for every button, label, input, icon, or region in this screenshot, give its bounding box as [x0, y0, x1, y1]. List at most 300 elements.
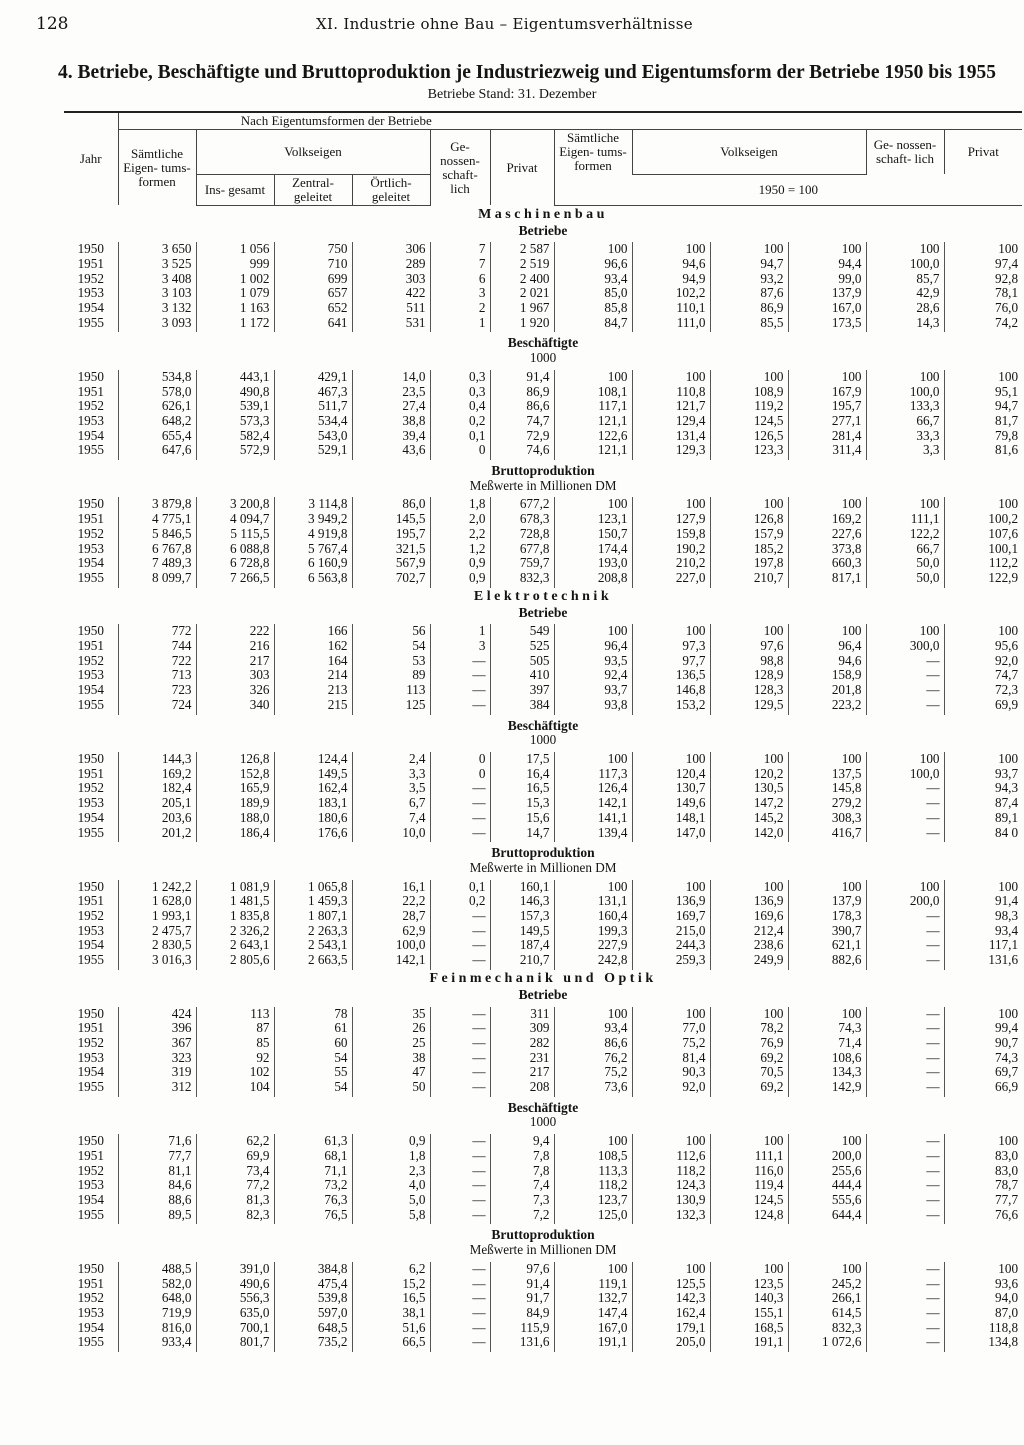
value-cell: —	[430, 1208, 490, 1225]
value-cell: 38	[352, 1051, 430, 1066]
col-header-zentral: Zentral- geleitet	[274, 174, 352, 205]
value-cell: 7,8	[490, 1149, 554, 1164]
value-cell: 123,1	[554, 512, 632, 527]
table-row	[64, 1277, 1022, 1292]
value-cell: 289	[352, 257, 430, 272]
value-cell: 525	[490, 639, 554, 654]
value-cell: 100	[944, 497, 1022, 512]
value-cell: 91,7	[490, 1291, 554, 1306]
value-cell: 2,0	[430, 512, 490, 527]
group-unit: 1000	[529, 350, 557, 366]
value-cell: 157,9	[710, 527, 788, 542]
value-cell: 100	[554, 624, 632, 639]
value-cell: —	[866, 1277, 944, 1292]
value-cell: 16,5	[490, 781, 554, 796]
value-cell: —	[430, 781, 490, 796]
value-cell: 74,7	[944, 668, 1022, 683]
value-cell: 169,2	[788, 512, 866, 527]
value-cell: 511,7	[274, 399, 352, 414]
value-cell: 429,1	[274, 370, 352, 385]
value-cell: 1 628,0	[118, 894, 196, 909]
value-cell: 539,8	[274, 1291, 352, 1306]
value-cell: 95,1	[944, 385, 1022, 400]
year-cell: 1954	[77, 427, 104, 443]
table-row	[64, 571, 1022, 588]
value-cell: 82,3	[196, 1208, 274, 1225]
value-cell: 678,3	[490, 512, 554, 527]
value-cell: 15,2	[352, 1277, 430, 1292]
value-cell: 142,1	[352, 953, 430, 970]
value-cell: 384	[490, 698, 554, 715]
value-cell: 147,4	[554, 1306, 632, 1321]
value-cell: 77,2	[196, 1178, 274, 1193]
value-cell: 35	[352, 1007, 430, 1022]
value-cell: 87,4	[944, 796, 1022, 811]
value-cell: 195,7	[788, 399, 866, 414]
col-header-nach-eigentumsformen: Nach Eigentumsformen der Betriebe	[118, 112, 554, 130]
value-cell: 142,0	[710, 826, 788, 843]
value-cell: —	[430, 1164, 490, 1179]
value-cell: —	[866, 1080, 944, 1097]
value-cell: 16,5	[352, 1291, 430, 1306]
year-cell: 1955	[77, 1206, 104, 1222]
value-cell: 97,3	[632, 639, 710, 654]
value-cell: 832,3	[788, 1321, 866, 1336]
table-row	[64, 880, 1022, 895]
value-cell: —	[866, 1134, 944, 1149]
value-cell: 54	[274, 1051, 352, 1066]
value-cell: 373,8	[788, 542, 866, 557]
value-cell: 87,6	[710, 286, 788, 301]
group-heading: Betriebe	[518, 604, 568, 620]
value-cell: 119,4	[710, 1178, 788, 1193]
year-cell: 1955	[77, 1079, 104, 1095]
value-cell: 8 099,7	[118, 571, 196, 588]
year-cell: 1955	[77, 824, 104, 840]
value-cell: 160,1	[490, 880, 554, 895]
value-cell: 614,5	[788, 1306, 866, 1321]
value-cell: 2,3	[352, 1164, 430, 1179]
value-cell: 3	[430, 639, 490, 654]
value-cell: 142,1	[554, 796, 632, 811]
group-unit: 1000	[529, 732, 557, 748]
value-cell: 543,0	[274, 429, 352, 444]
value-cell: 149,5	[490, 924, 554, 939]
value-cell: 123,7	[554, 1193, 632, 1208]
value-cell: 100	[866, 880, 944, 895]
group-heading-row	[64, 988, 1022, 1003]
col-header-idx-saemtliche: Sämtliche Eigen- tums- formen	[554, 130, 632, 175]
value-cell: 3,5	[352, 781, 430, 796]
value-cell: 223,2	[788, 698, 866, 715]
value-cell: 147,0	[632, 826, 710, 843]
value-cell: 14,3	[866, 316, 944, 333]
value-cell: 719,9	[118, 1306, 196, 1321]
value-cell: 308,3	[788, 811, 866, 826]
value-cell: 3 114,8	[274, 497, 352, 512]
value-cell: 166	[274, 624, 352, 639]
section-heading-row	[64, 205, 1022, 224]
value-cell: 100,0	[866, 257, 944, 272]
value-cell: 167,9	[788, 385, 866, 400]
value-cell: 244,3	[632, 938, 710, 953]
value-cell: 121,7	[632, 399, 710, 414]
value-cell: 1	[430, 316, 490, 333]
value-cell: 126,8	[710, 512, 788, 527]
value-cell: 122,2	[866, 527, 944, 542]
value-cell: 2 830,5	[118, 938, 196, 953]
value-cell: 1,8	[430, 497, 490, 512]
value-cell: 66,7	[866, 542, 944, 557]
value-cell: 91,4	[944, 894, 1022, 909]
year-cell: 1950	[77, 241, 104, 257]
value-cell: 108,1	[554, 385, 632, 400]
value-cell: 16,1	[352, 880, 430, 895]
value-cell: 215	[274, 698, 352, 715]
value-cell: 84,9	[490, 1306, 554, 1321]
value-cell: 16,4	[490, 767, 554, 782]
value-cell: 199,3	[554, 924, 632, 939]
value-cell: —	[430, 1051, 490, 1066]
value-cell: 648,0	[118, 1291, 196, 1306]
value-cell: 772	[118, 624, 196, 639]
value-cell: 86,9	[490, 385, 554, 400]
table-row	[64, 242, 1022, 257]
value-cell: 488,5	[118, 1262, 196, 1277]
value-cell: 131,6	[944, 953, 1022, 970]
col-header-idx-genossenschaftlich: Ge- nossen- schaft- lich	[866, 130, 944, 175]
value-cell: 99,0	[788, 272, 866, 287]
value-cell: 169,2	[118, 767, 196, 782]
table-row	[64, 668, 1022, 683]
value-cell: 97,6	[710, 639, 788, 654]
value-cell: 15,6	[490, 811, 554, 826]
value-cell: 309	[490, 1021, 554, 1036]
value-cell: 28,6	[866, 301, 944, 316]
value-cell: 3 016,3	[118, 953, 196, 970]
value-cell: 38,1	[352, 1306, 430, 1321]
value-cell: 217	[196, 654, 274, 669]
year-cell: 1954	[77, 682, 104, 698]
value-cell: 74,6	[490, 443, 554, 460]
value-cell: 129,3	[632, 443, 710, 460]
value-cell: 100	[554, 370, 632, 385]
value-cell: 54	[274, 1080, 352, 1097]
table-body	[64, 205, 1022, 1352]
value-cell: 144,3	[118, 752, 196, 767]
running-head: XI. Industrie ohne Bau – Eigentumsverhältnisse	[316, 15, 693, 33]
value-cell: 25	[352, 1036, 430, 1051]
value-cell: 208,8	[554, 571, 632, 588]
group-heading: Bruttoproduktion	[491, 463, 595, 479]
value-cell: 76,9	[710, 1036, 788, 1051]
table-row	[64, 556, 1022, 571]
value-cell: 122,9	[944, 571, 1022, 588]
value-cell: 311,4	[788, 443, 866, 460]
value-cell: 149,5	[274, 767, 352, 782]
group-heading: Betriebe	[518, 986, 568, 1002]
value-cell: 205,0	[632, 1335, 710, 1352]
value-cell: 1 835,8	[196, 909, 274, 924]
value-cell: 86,6	[554, 1036, 632, 1051]
year-cell: 1955	[77, 442, 104, 458]
value-cell: 94,9	[632, 272, 710, 287]
page-number: 128	[36, 14, 69, 34]
value-cell: 23,5	[352, 385, 430, 400]
value-cell: 1,2	[430, 542, 490, 557]
value-cell: 108,5	[554, 1149, 632, 1164]
value-cell: 100,2	[944, 512, 1022, 527]
year-cell: 1952	[77, 1034, 104, 1050]
value-cell: 128,3	[710, 683, 788, 698]
value-cell: 2	[430, 301, 490, 316]
value-cell: 159,8	[632, 527, 710, 542]
value-cell: 186,4	[196, 826, 274, 843]
value-cell: 100	[710, 1007, 788, 1022]
value-cell: 212,4	[710, 924, 788, 939]
value-cell: 77,7	[944, 1193, 1022, 1208]
value-cell: 69,7	[944, 1065, 1022, 1080]
value-cell: 100	[554, 880, 632, 895]
table-row	[64, 1051, 1022, 1066]
year-cell: 1952	[77, 1162, 104, 1178]
value-cell: 0,9	[430, 556, 490, 571]
value-cell: 85,0	[554, 286, 632, 301]
value-cell: 98,3	[944, 909, 1022, 924]
value-cell: 213	[274, 683, 352, 698]
value-cell: 76,5	[274, 1208, 352, 1225]
section-heading: Maschinenbau	[478, 207, 608, 223]
year-cell: 1950	[77, 878, 104, 894]
group-unit-row	[64, 861, 1022, 876]
value-cell: 125,0	[554, 1208, 632, 1225]
value-cell: 94,0	[944, 1291, 1022, 1306]
value-cell: 281,4	[788, 429, 866, 444]
value-cell: 84 0	[944, 826, 1022, 843]
table-row	[64, 512, 1022, 527]
year-cell: 1950	[77, 1260, 104, 1276]
value-cell: 86,9	[710, 301, 788, 316]
table-row	[64, 1262, 1022, 1277]
value-cell: 5 115,5	[196, 527, 274, 542]
value-cell: 6	[430, 272, 490, 287]
value-cell: 100	[710, 752, 788, 767]
value-cell: 231	[490, 1051, 554, 1066]
group-heading: Bruttoproduktion	[491, 1227, 595, 1243]
value-cell: —	[866, 1335, 944, 1352]
value-cell: 100	[866, 752, 944, 767]
value-cell: 167,0	[554, 1321, 632, 1336]
value-cell: 174,4	[554, 542, 632, 557]
value-cell: —	[430, 698, 490, 715]
value-cell: 100	[554, 1134, 632, 1149]
value-cell: 1 081,9	[196, 880, 274, 895]
value-cell: 83,0	[944, 1149, 1022, 1164]
table-row	[64, 1149, 1022, 1164]
table-row	[64, 443, 1022, 460]
value-cell: —	[430, 1193, 490, 1208]
table-row	[64, 1178, 1022, 1193]
value-cell: —	[430, 1178, 490, 1193]
value-cell: —	[866, 1291, 944, 1306]
value-cell: 93,7	[944, 767, 1022, 782]
table-row	[64, 624, 1022, 639]
value-cell: 475,4	[274, 1277, 352, 1292]
value-cell: 74,3	[788, 1021, 866, 1036]
value-cell: 490,8	[196, 385, 274, 400]
value-cell: 100	[710, 1134, 788, 1149]
value-cell: 3	[430, 286, 490, 301]
value-cell: 160,4	[554, 909, 632, 924]
value-cell: 367	[118, 1036, 196, 1051]
value-cell: 56	[352, 624, 430, 639]
value-cell: 2 663,5	[274, 953, 352, 970]
table-row	[64, 316, 1022, 333]
value-cell: 43,6	[352, 443, 430, 460]
value-cell: 724	[118, 698, 196, 715]
value-cell: 0,2	[430, 414, 490, 429]
year-cell: 1953	[77, 667, 104, 683]
value-cell: 582,4	[196, 429, 274, 444]
value-cell: 78,2	[710, 1021, 788, 1036]
year-cell: 1951	[77, 255, 104, 271]
value-cell: 66,5	[352, 1335, 430, 1352]
value-cell: 126,5	[710, 429, 788, 444]
group-heading: Beschäftigte	[507, 717, 579, 733]
value-cell: 801,7	[196, 1335, 274, 1352]
value-cell: 131,1	[554, 894, 632, 909]
value-cell: 93,8	[554, 698, 632, 715]
value-cell: 73,2	[274, 1178, 352, 1193]
value-cell: 443,1	[196, 370, 274, 385]
value-cell: 96,6	[554, 257, 632, 272]
value-cell: 99,4	[944, 1021, 1022, 1036]
value-cell: 467,3	[274, 385, 352, 400]
value-cell: 397	[490, 683, 554, 698]
value-cell: 549	[490, 624, 554, 639]
year-cell: 1955	[77, 1334, 104, 1350]
value-cell: 100	[944, 1134, 1022, 1149]
year-cell: 1952	[77, 780, 104, 796]
value-cell: 657	[274, 286, 352, 301]
value-cell: 210,2	[632, 556, 710, 571]
value-cell: 60	[274, 1036, 352, 1051]
value-cell: 2 326,2	[196, 924, 274, 939]
year-cell: 1955	[77, 569, 104, 585]
value-cell: 2 263,3	[274, 924, 352, 939]
value-cell: 728,8	[490, 527, 554, 542]
value-cell: —	[866, 1149, 944, 1164]
value-cell: 4 775,1	[118, 512, 196, 527]
value-cell: 169,7	[632, 909, 710, 924]
value-cell: 222	[196, 624, 274, 639]
value-cell: 164	[274, 654, 352, 669]
value-cell: 93,6	[944, 1277, 1022, 1292]
year-cell: 1955	[77, 314, 104, 330]
value-cell: 93,4	[554, 272, 632, 287]
value-cell: 100	[788, 1134, 866, 1149]
value-cell: —	[430, 924, 490, 939]
year-cell: 1950	[77, 751, 104, 766]
value-cell: 2,4	[352, 752, 430, 767]
value-cell: 210,7	[490, 953, 554, 970]
value-cell: 70,5	[710, 1065, 788, 1080]
value-cell: 91,4	[490, 1277, 554, 1292]
value-cell: 145,2	[710, 811, 788, 826]
value-cell: —	[866, 1065, 944, 1080]
table-row	[64, 894, 1022, 909]
value-cell: 7	[430, 257, 490, 272]
value-cell: —	[430, 796, 490, 811]
value-cell: 84,6	[118, 1178, 196, 1193]
value-cell: 326	[196, 683, 274, 698]
value-cell: 100	[788, 624, 866, 639]
value-cell: 108,9	[710, 385, 788, 400]
value-cell: 85,8	[554, 301, 632, 316]
table-row	[64, 781, 1022, 796]
value-cell: 188,0	[196, 811, 274, 826]
value-cell: 187,4	[490, 938, 554, 953]
value-cell: 183,1	[274, 796, 352, 811]
value-cell: 182,4	[118, 781, 196, 796]
value-cell: 306	[352, 242, 430, 257]
year-cell: 1950	[77, 368, 104, 384]
value-cell: 7 266,5	[196, 571, 274, 588]
value-cell: 110,8	[632, 385, 710, 400]
value-cell: 817,1	[788, 571, 866, 588]
value-cell: 422	[352, 286, 430, 301]
value-cell: 146,3	[490, 894, 554, 909]
value-cell: 132,7	[554, 1291, 632, 1306]
value-cell: 100	[788, 1262, 866, 1277]
value-cell: 127,9	[632, 512, 710, 527]
value-cell: 89	[352, 668, 430, 683]
table-row	[64, 527, 1022, 542]
year-cell: 1951	[77, 383, 104, 399]
value-cell: 92,0	[944, 654, 1022, 669]
value-cell: 100	[944, 1007, 1022, 1022]
value-cell: 50	[352, 1080, 430, 1097]
year-cell: 1952	[77, 398, 104, 414]
value-cell: 113	[196, 1007, 274, 1022]
group-heading: Beschäftigte	[507, 1099, 579, 1115]
value-cell: 89,1	[944, 811, 1022, 826]
value-cell: 134,3	[788, 1065, 866, 1080]
value-cell: —	[430, 1134, 490, 1149]
value-cell: 3 949,2	[274, 512, 352, 527]
value-cell: 238,6	[710, 938, 788, 953]
value-cell: 311	[490, 1007, 554, 1022]
value-cell: 555,6	[788, 1193, 866, 1208]
value-cell: 677,2	[490, 497, 554, 512]
col-header-idx-privat: Privat	[944, 130, 1022, 175]
value-cell: 722	[118, 654, 196, 669]
year-cell: 1953	[77, 285, 104, 301]
value-cell: 124,4	[274, 752, 352, 767]
value-cell: 582,0	[118, 1277, 196, 1292]
value-cell: —	[866, 826, 944, 843]
group-unit: 1000	[529, 1114, 557, 1130]
value-cell: 66,7	[866, 414, 944, 429]
table-row	[64, 698, 1022, 715]
value-cell: 53	[352, 654, 430, 669]
value-cell: 0,9	[430, 571, 490, 588]
value-cell: 111,1	[866, 512, 944, 527]
section-heading: Elektrotechnik	[473, 589, 613, 605]
value-cell: —	[430, 811, 490, 826]
value-cell: 113	[352, 683, 430, 698]
value-cell: 148,1	[632, 811, 710, 826]
